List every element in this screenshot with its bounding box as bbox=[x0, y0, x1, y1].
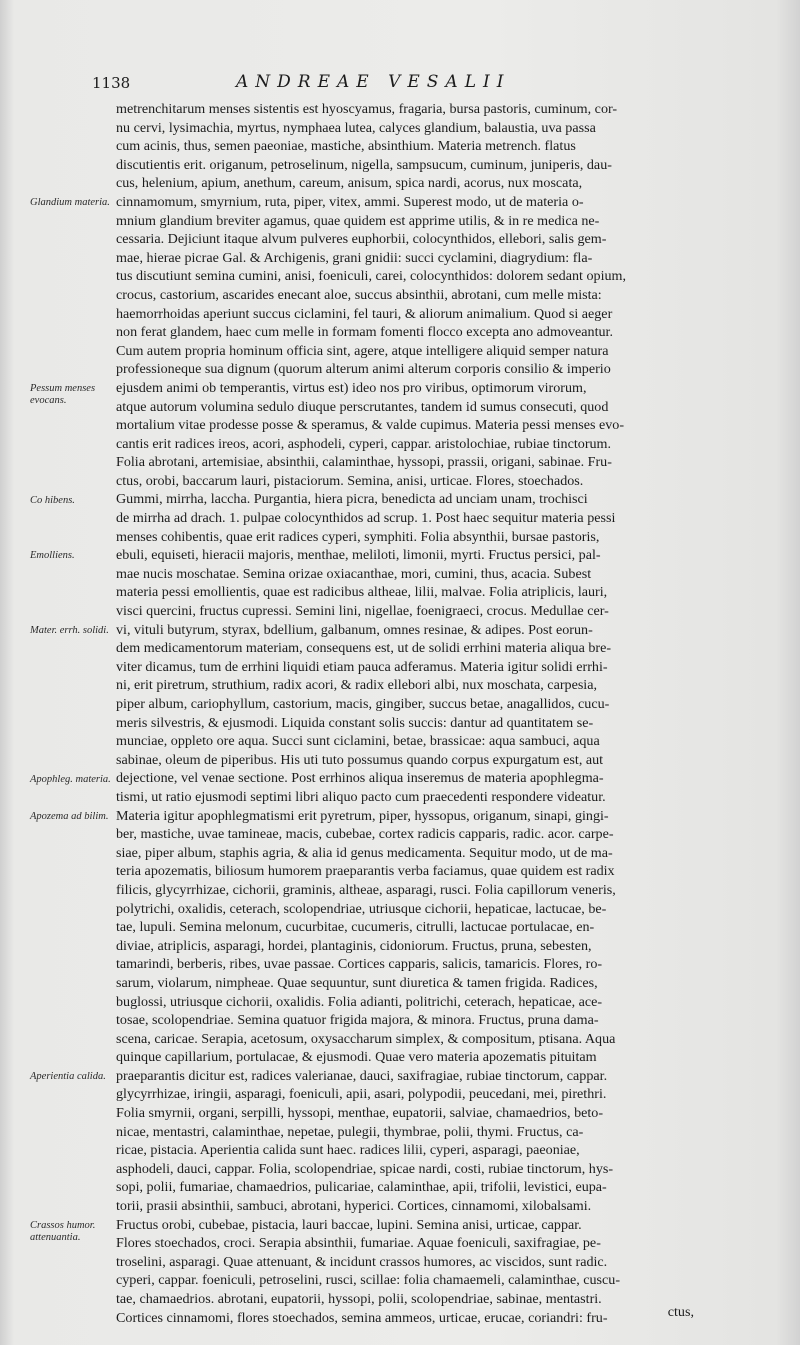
text-line: munciae, oppleto ore aqua. Succi sunt ciclamini, betae, brassicae: aqua sambuci, aqua bbox=[116, 733, 600, 750]
text-line: tosae, scolopendriae. Semina quatuor frigida majora, & minora. Fructus, pruna dama- bbox=[116, 1012, 599, 1029]
text-line: troselini, asparagi. Quae attenuant, & incidunt crassos humores, ac viscidos, sunt radic. bbox=[116, 1253, 608, 1270]
text-line: ebuli, equiseti, hieracii majoris, menthae, meliloti, limonii, myrti. Fructus persici, pal- bbox=[116, 547, 601, 564]
text-line: praeparantis dicitur est, radices valerianae, dauci, saxifragiae, rubiae tinctorum, cappar. bbox=[116, 1067, 608, 1084]
text-line: dem medicamentorum materiam, consequens est, ut de solidi errhini materia aliqua bre- bbox=[116, 640, 612, 657]
text-line: dejectione, vel venae sectione. Post errhinos aliqua inseremus de materia apophlegma- bbox=[116, 770, 604, 787]
text-line: cyperi, cappar. foeniculi, petroselini, rusci, scillae: folia chamaemeli, calaminthae, cuscu- bbox=[116, 1272, 621, 1289]
marginal-note: Aperientia calida. bbox=[30, 1071, 106, 1083]
text-line: glycyrrhizae, iringii, asparagi, foeniculi, apii, asari, polypodii, peucedani, mei, pirethri. bbox=[116, 1086, 607, 1103]
text-line: diviae, atriplicis, asparagi, hordei, plantaginis, cidoniorum. Fructus, pruna, sebesten, bbox=[116, 937, 592, 954]
marginal-note: Co hibens. bbox=[30, 494, 75, 506]
text-line: crocus, castorium, ascarides enecant aloe, succus absinthii, abrotani, cum melle mista: bbox=[116, 286, 602, 303]
text-line: materia pessi emollientis, quae est radicibus altheae, lilii, malvae. Folia atriplicis, lauri, bbox=[116, 584, 608, 601]
text-line: Materia igitur apophlegmatismi erit pyretrum, piper, hyssopus, origanum, sinapi, gingi- bbox=[116, 807, 609, 824]
text-line: de mirrha ad drach. 1. pulpae colocynthidos ad scrup. 1. Post haec sequitur materia pessi bbox=[116, 510, 616, 527]
text-line: nu cervi, lysimachia, myrtus, nymphaea lutea, calyces glandium, balaustia, uva passa bbox=[116, 119, 596, 136]
marginal-note: Apophleg. materia. bbox=[30, 773, 111, 785]
text-line: menses cohibentis, quae erit radices cyperi, symphiti. Folia absynthii, bursae pastoris, bbox=[116, 528, 600, 545]
text-line: non ferat glandem, haec cum melle in formam fomenti flocco excepta ano admoveantur. bbox=[116, 324, 613, 341]
text-line: Gummi, mirrha, laccha. Purgantia, hiera picra, benedicta ad unciam unam, trochisci bbox=[116, 491, 588, 508]
text-line: cinnamomum, smyrnium, ruta, piper, vitex, ammi. Superest modo, ut de materia o- bbox=[116, 193, 584, 210]
marginal-note: Pessum menses evocans. bbox=[30, 383, 96, 406]
text-line: Flores stoechados, croci. Serapia absinthii, fumariae. Aquae foeniculi, saxifragiae, pe- bbox=[116, 1235, 601, 1252]
text-line: mortalium vitae prodesse posse & speramus, & valde cupimus. Materia pessi menses evo- bbox=[116, 417, 625, 434]
text-line: cessaria. Dejiciunt itaque alvum pulveres euphorbii, colocynthidos, ellebori, salis gem- bbox=[116, 231, 607, 248]
text-line: buglossi, utriusque cichorii, oxalidis. Folia adianti, politrichi, ceterach, hepaticae, ace- bbox=[116, 993, 603, 1010]
text-line: Cortices cinnamomi, flores stoechados, semina ammeos, urticae, erucae, coriandri: fru- bbox=[116, 1309, 608, 1326]
text-line: ricae, pistacia. Aperientia calida sunt haec. radices lilii, cyperi, asparagi, paeoniae, bbox=[116, 1142, 580, 1159]
text-line: vi, vituli butyrum, styrax, bdellium, galbanum, omnes resinae, & adipes. Post eorun- bbox=[116, 621, 593, 638]
text-line: cum acinis, thus, semen paeoniae, mastiche, absinthium. Materia metrench. flatus bbox=[116, 138, 576, 155]
text-line: professioneque sua dignum (quorum alterum animi alterum corporis consilio & imperio bbox=[116, 361, 611, 378]
text-line: Fructus orobi, cubebae, pistacia, lauri baccae, lupini. Semina anisi, urticae, cappar. bbox=[116, 1216, 582, 1233]
text-line: cantis erit radices ireos, acori, asphodeli, cyperi, cappar. aristolochiae, rubiae tinctorum. bbox=[116, 435, 612, 452]
text-line: piper album, cariophyllum, castorium, macis, gingiber, succus betae, anagallidos, cucu- bbox=[116, 696, 610, 712]
text-line: haemorrhoidas aperiunt succus ciclamini, fel tauri, & aliorum animalium. Quod si aeger bbox=[116, 305, 613, 322]
text-line: asphodeli, dauci, cappar. Folia, scolopendriae, spicae nardi, costi, rubiae tinctorum, hys- bbox=[116, 1160, 614, 1177]
text-line: tamarindi, berberis, ribes, uvae passae. Cortices capparis, salicis, tamaricis. Flores, ro- bbox=[116, 956, 603, 973]
text-line: tae, chamaedrios. abrotani, eupatorii, hyssopi, polii, scolopendriae, sabinae, mentastri. bbox=[116, 1291, 602, 1307]
text-line: sabinae, oleum de piperibus. His uti tuto possumus quando corpus expurgatum est, aut bbox=[116, 751, 604, 768]
text-line: nicae, mentastri, calaminthae, nepetae, pulegii, thymbrae, polii, thymi. Fructus, ca- bbox=[116, 1123, 584, 1140]
main-text-block bbox=[116, 100, 712, 1327]
text-line: torii, prasii absinthii, sambuci, abrotani, hyperici. Cortices, cinnamomi, xilobalsami. bbox=[116, 1198, 592, 1215]
text-line: cus, helenium, apium, anethum, careum, anisum, spica nardi, acorus, nux moscata, bbox=[116, 175, 583, 192]
page-header bbox=[0, 74, 800, 96]
text-line: siae, piper album, staphis agria, & alia id genus medicamenta. Sequitur modo, ut de ma- bbox=[116, 844, 613, 861]
marginal-note: Emolliens. bbox=[30, 550, 75, 562]
text-line: mnium glandium breviter agamus, quae quidem est apprime utilis, & in re medica ne- bbox=[116, 212, 600, 229]
marginal-note: Mater. errh. solidi. bbox=[30, 624, 109, 636]
page-number: 1138 bbox=[92, 74, 131, 92]
text-line: Folia abrotani, artemisiae, absinthii, calaminthae, hyssopi, prassii, origani, sabinae. Fru- bbox=[116, 454, 612, 471]
text-line: scena, caricae. Serapia, acetosum, oxysaccharum simplex, & compositum, ptisana. Aqua bbox=[116, 1030, 616, 1047]
text-line: metrenchitarum menses sistentis est hyoscyamus, fragaria, bursa pastoris, cuminum, cor- bbox=[116, 101, 618, 117]
text-line: polytrichi, oxalidis, ceterach, scolopendriae, utriusque cichorii, hepaticae, lactucae, be- bbox=[116, 900, 607, 917]
text-line: sarum, violarum, nimpheae. Quae sequuntur, sunt diuretica & tamen frigida. Radices, bbox=[116, 974, 598, 991]
text-line: tismi, ut ratio ejusmodi septimi libri aliquo pacto cum praecedenti respondere videatur. bbox=[116, 788, 606, 805]
text-line: Folia smyrnii, organi, serpilli, hyssopi, menthae, eupatorii, salviae, chamaedrios, beto- bbox=[116, 1105, 604, 1122]
text-line: mae nucis moschatae. Semina orizae oxiacanthae, mori, cumini, thus, acacia. Subest bbox=[116, 565, 592, 582]
catchword: ctus, bbox=[667, 1304, 694, 1320]
text-line: ejusdem animi ob temperantis, virtus est) ideo nos pro viribus, optimorum virorum, bbox=[116, 379, 587, 396]
text-line: tae, lupuli. Semina melonum, cucurbitae, cucumeris, citrulli, lactucae portulacae, en- bbox=[116, 919, 595, 936]
text-line: filicis, glycyrrhizae, cichorii, graminis, altheae, asparagi, rusci. Folia capillorum veneris, bbox=[116, 881, 616, 898]
text-line: tus discutiunt semina cumini, anisi, foeniculi, carei, colocynthidos: dolorem sedant opium, bbox=[116, 268, 627, 285]
text-line: ni, erit piretrum, struthium, radix acori, & radix ellebori albi, nux moschata, carpesia, bbox=[116, 677, 597, 694]
marginal-note: Glandium materia. bbox=[30, 197, 110, 208]
text-line: discutientis erit. origanum, petroselinum, nigella, sampsucum, cuminum, juniperis, dau- bbox=[116, 156, 612, 173]
marginal-note: Apozema ad bilim. bbox=[30, 810, 109, 822]
text-line: quinque capillarium, portulacae, & ejusmodi. Quae vero materia apozematis pituitam bbox=[116, 1049, 597, 1066]
text-line: teria apozematis, biliosum humorem praeparantis verba faciamus, quae quidem est radix bbox=[116, 863, 615, 880]
text-line: ber, mastiche, uvae tamineae, macis, cubebae, cortex radicis capparis, radic. acor. carpe- bbox=[116, 826, 614, 843]
running-head: ANDREAE VESALII bbox=[236, 72, 511, 92]
marginal-note: Crassos humor. attenuantia. bbox=[30, 1220, 96, 1243]
text-line: mae, hierae picrae Gal. & Archigenis, grani gnidii: succi cyclamini, diagrydium: fla- bbox=[116, 249, 593, 266]
text-line: ctus, orobi, baccarum lauri, pistaciorum. Semina, anisi, urticae. Flores, stoechados. bbox=[116, 472, 584, 489]
text-line: sopi, polii, fumariae, chamaedrios, pulicariae, calaminthae, apii, trifolii, levistici, eupa- bbox=[116, 1179, 607, 1196]
text-line: viter dicamus, tum de errhini liquidi etiam pauca adferamus. Materia igitur solidi errhi- bbox=[116, 658, 608, 675]
text-line: atque autorum volumina sedulo diuque perscrutantes, tandem id sumus consecuti, quod bbox=[116, 398, 609, 415]
text-line: Cum autem propria hominum officia sint, agere, atque intelligere aliquid semper natura bbox=[116, 342, 609, 359]
text-line: visci quercini, fructus cupressi. Semini lini, nigellae, foenigraeci, crocus. Medullae cer- bbox=[116, 603, 609, 620]
text-line: meris silvestris, & ejusmodi. Liquida constant solis succis: dantur ad quantitatem se- bbox=[116, 714, 594, 731]
